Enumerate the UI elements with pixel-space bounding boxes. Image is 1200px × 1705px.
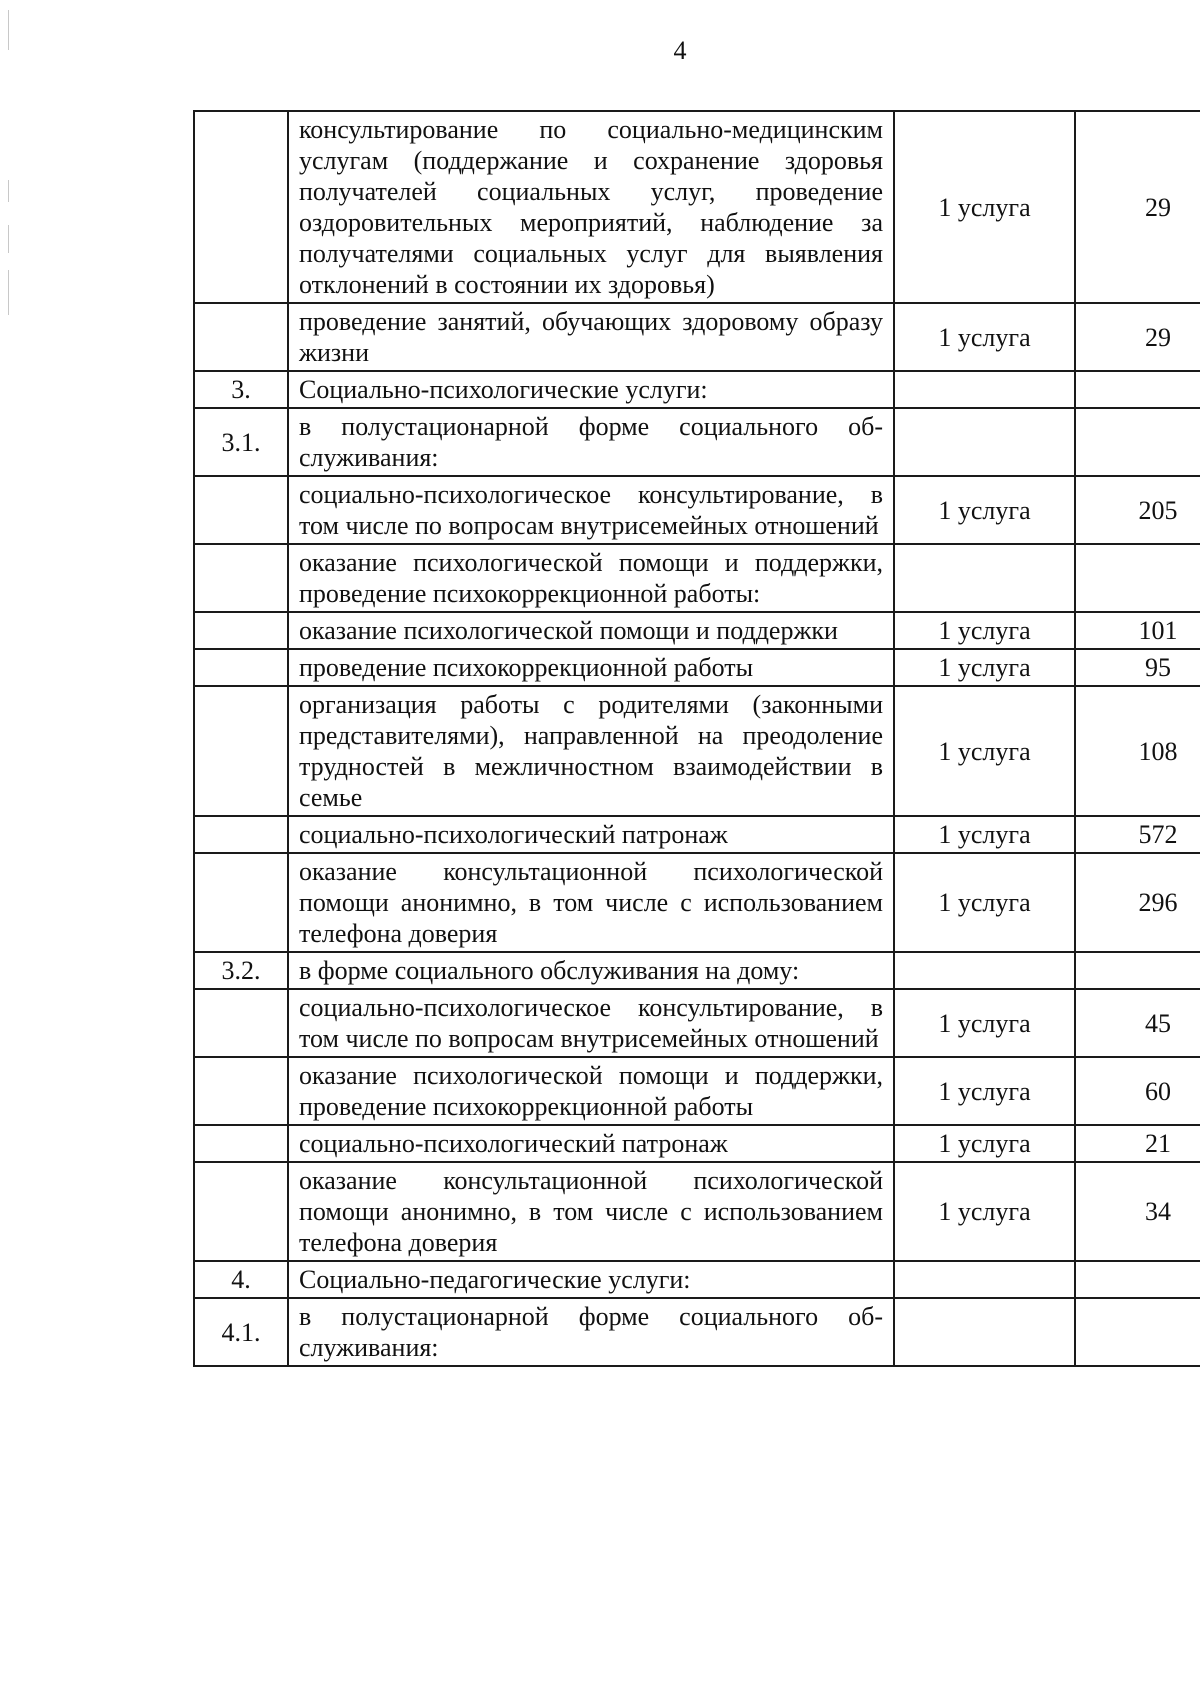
service-name-cell: в полустационарной форме социального обслуживания:	[288, 1298, 894, 1366]
value-cell: 45	[1075, 989, 1200, 1057]
unit-cell	[894, 1261, 1075, 1298]
table-row	[194, 408, 1200, 476]
service-name-cell: в полустационарной форме социального обслуживания:	[288, 408, 894, 476]
value-cell	[1075, 952, 1200, 989]
unit-cell: 1 услуга	[894, 1057, 1075, 1125]
value-cell	[1075, 1298, 1200, 1366]
unit-cell: 1 услуга	[894, 989, 1075, 1057]
row-number-cell	[194, 649, 288, 686]
row-number-cell: 3.1.	[194, 408, 288, 476]
table-row	[194, 544, 1200, 612]
row-number-cell	[194, 1057, 288, 1125]
service-name-cell: Социально-педагогические услуги:	[288, 1261, 894, 1298]
row-number-cell	[194, 303, 288, 371]
table-row	[194, 612, 1200, 649]
unit-cell	[894, 544, 1075, 612]
service-name-cell: социально-психологический патронаж	[288, 1125, 894, 1162]
table-row	[194, 853, 1200, 952]
value-cell: 34	[1075, 1162, 1200, 1261]
table-row	[194, 989, 1200, 1057]
row-number-cell	[194, 686, 288, 816]
row-number-cell	[194, 544, 288, 612]
table-body	[194, 111, 1200, 1366]
service-name-cell: проведение психокоррекционной работы	[288, 649, 894, 686]
row-number-cell: 4.1.	[194, 1298, 288, 1366]
row-number-cell: 3.	[194, 371, 288, 408]
table-row	[194, 476, 1200, 544]
service-name-cell: в форме социального обслуживания на дому:	[288, 952, 894, 989]
value-cell: 21	[1075, 1125, 1200, 1162]
service-name-cell: оказание консультационной психологической помощи анонимно, в том числе с использованием телефона доверия	[288, 853, 894, 952]
page-number: 4	[673, 36, 687, 65]
row-number-cell	[194, 816, 288, 853]
value-cell	[1075, 1261, 1200, 1298]
value-cell: 108	[1075, 686, 1200, 816]
unit-cell: 1 услуга	[894, 612, 1075, 649]
unit-cell: 1 услуга	[894, 816, 1075, 853]
unit-cell	[894, 952, 1075, 989]
value-cell: 205	[1075, 476, 1200, 544]
unit-cell: 1 услуга	[894, 1125, 1075, 1162]
value-cell: 296	[1075, 853, 1200, 952]
unit-cell: 1 услуга	[894, 111, 1075, 303]
service-name-cell: Социально-психологические услуги:	[288, 371, 894, 408]
table-row	[194, 1298, 1200, 1366]
service-name-cell: социально-психологическое консультирование, в том числе по вопросам внутрисемейных отношений	[288, 989, 894, 1057]
table-row	[194, 1057, 1200, 1125]
table-row	[194, 686, 1200, 816]
table-row	[194, 111, 1200, 303]
service-name-cell: консультирование по социально-медицинским услугам (поддержание и сохранение здоровья получателей социальных услуг, проведение оздоровительных мероприятий, наблюдение за получателями социальных услуг для выявления отклонений в состоянии их здоровья)	[288, 111, 894, 303]
service-name-cell: социально-психологическое консультирование, в том числе по вопросам внутрисемейных отношений	[288, 476, 894, 544]
value-cell: 29	[1075, 111, 1200, 303]
row-number-cell: 4.	[194, 1261, 288, 1298]
row-number-cell	[194, 111, 288, 303]
table-row	[194, 371, 1200, 408]
value-cell: 60	[1075, 1057, 1200, 1125]
table-row	[194, 1125, 1200, 1162]
value-cell	[1075, 408, 1200, 476]
row-number-cell	[194, 1162, 288, 1261]
value-cell: 95	[1075, 649, 1200, 686]
row-number-cell: 3.2.	[194, 952, 288, 989]
table-row	[194, 303, 1200, 371]
service-name-cell: организация работы с родителями (законными представителями), направленной на преодоление трудностей в межличностном взаимодействии в семье	[288, 686, 894, 816]
row-number-cell	[194, 853, 288, 952]
unit-cell: 1 услуга	[894, 686, 1075, 816]
table-row	[194, 816, 1200, 853]
table-row	[194, 649, 1200, 686]
unit-cell	[894, 1298, 1075, 1366]
service-name-cell: проведение занятий, обучающих здоровому образу жизни	[288, 303, 894, 371]
value-cell: 572	[1075, 816, 1200, 853]
unit-cell: 1 услуга	[894, 1162, 1075, 1261]
unit-cell	[894, 408, 1075, 476]
service-name-cell: оказание консультационной психологической помощи анонимно, в том числе с использованием телефона доверия	[288, 1162, 894, 1261]
unit-cell	[894, 371, 1075, 408]
value-cell: 101	[1075, 612, 1200, 649]
row-number-cell	[194, 612, 288, 649]
value-cell	[1075, 371, 1200, 408]
table-row	[194, 952, 1200, 989]
service-name-cell: социально-психологический патронаж	[288, 816, 894, 853]
row-number-cell	[194, 1125, 288, 1162]
unit-cell: 1 услуга	[894, 853, 1075, 952]
service-name-cell: оказание психологической помощи и поддержки	[288, 612, 894, 649]
unit-cell: 1 услуга	[894, 476, 1075, 544]
table-row	[194, 1261, 1200, 1298]
row-number-cell	[194, 989, 288, 1057]
tariff-table	[193, 110, 1200, 1367]
value-cell: 29	[1075, 303, 1200, 371]
unit-cell: 1 услуга	[894, 649, 1075, 686]
service-name-cell: оказание психологической помощи и поддержки, проведение психокоррекционной работы:	[288, 544, 894, 612]
service-name-cell: оказание психологической помощи и поддержки, проведение психокоррекционной работы	[288, 1057, 894, 1125]
value-cell	[1075, 544, 1200, 612]
unit-cell: 1 услуга	[894, 303, 1075, 371]
table-row	[194, 1162, 1200, 1261]
row-number-cell	[194, 476, 288, 544]
